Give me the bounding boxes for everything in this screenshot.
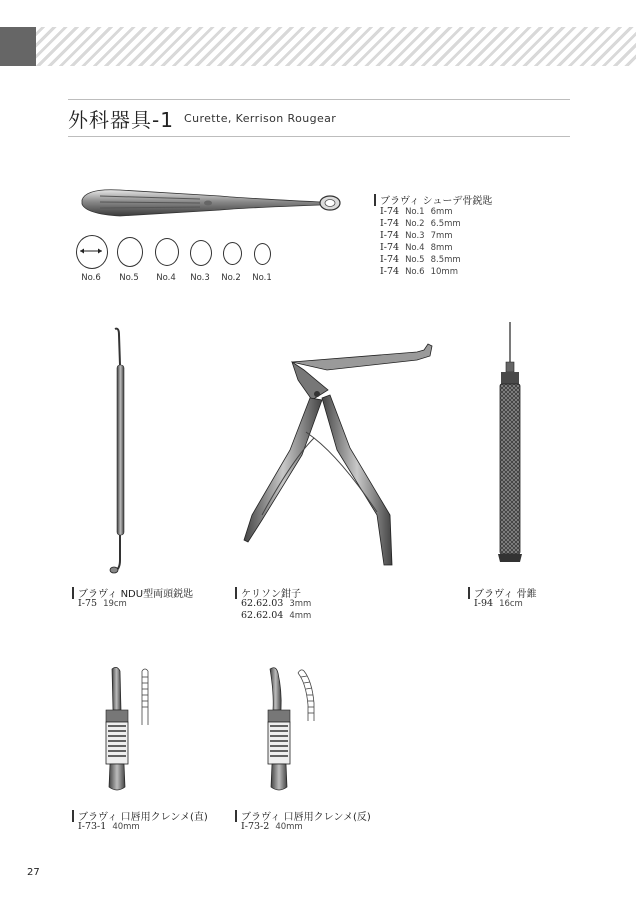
size-label: No.4 — [156, 273, 176, 283]
size-number: No.1 — [405, 207, 425, 217]
spec-row — [241, 598, 311, 609]
product-name: ブラヴィ 口唇用クレンメ(直) — [78, 812, 208, 823]
spec-row — [474, 598, 523, 609]
lip-clamp-reverse-info — [235, 808, 395, 838]
schede-curette-info — [374, 192, 554, 282]
product-code: I-75 — [78, 598, 98, 609]
label-bar — [468, 587, 470, 599]
dimension: 40mm — [275, 822, 303, 832]
kerrison-rongeur-illustration — [232, 340, 442, 575]
product-code: 62.62.04 — [241, 610, 284, 621]
header-gray-block — [0, 27, 36, 66]
ndu-curette-illustration — [105, 325, 135, 575]
dimension: 19cm — [103, 599, 127, 609]
spec-row — [241, 821, 303, 832]
dimension: 8.5mm — [430, 255, 461, 265]
label-bar — [72, 587, 74, 599]
dimension: 3mm — [289, 599, 312, 609]
spec-row — [78, 598, 127, 609]
product-code: I-74 — [380, 230, 400, 241]
spec-row — [380, 218, 461, 229]
product-code: I-74 — [380, 242, 400, 253]
size-label: No.5 — [119, 273, 139, 283]
size-ring-no3 — [190, 240, 212, 266]
ndu-curette-info — [72, 585, 232, 615]
header-stripe-band — [0, 27, 636, 66]
spec-row — [78, 821, 140, 832]
product-name: ブラヴィ 骨錐 — [474, 589, 537, 600]
spec-row — [380, 206, 453, 217]
dimension: 40mm — [112, 822, 140, 832]
size-ring-no5 — [117, 237, 143, 267]
product-code: I-73-2 — [241, 821, 270, 832]
product-code: I-94 — [474, 598, 494, 609]
product-code: I-74 — [380, 218, 400, 229]
schede-curette-illustration — [80, 182, 350, 222]
dimension: 8mm — [430, 243, 453, 253]
size-ring-no4 — [155, 238, 179, 266]
product-name: ブラヴィ 口唇用クレンメ(反) — [241, 812, 371, 823]
spec-row — [380, 230, 453, 241]
product-name: ブラヴィ NDU型両頭鋭匙 — [78, 589, 194, 600]
spec-row — [380, 266, 458, 277]
size-number: No.3 — [405, 231, 425, 241]
page-subtitle: Curette, Kerrison Rougear — [184, 112, 337, 125]
size-number: No.4 — [405, 243, 425, 253]
label-bar — [72, 810, 74, 822]
product-name: ブラヴィ シューデ骨鋭匙 — [380, 196, 493, 207]
dimension: 6.5mm — [430, 219, 461, 229]
product-code: I-74 — [380, 254, 400, 265]
page-number: 27 — [27, 867, 40, 878]
size-number: No.6 — [405, 267, 425, 277]
product-code: I-74 — [380, 266, 400, 277]
bone-awl-info — [468, 585, 588, 615]
size-label: No.2 — [221, 273, 241, 283]
title-bottom-rule — [68, 136, 570, 137]
label-bar — [235, 587, 237, 599]
dimension: 6mm — [430, 207, 453, 217]
diameter-arrow-icon — [78, 248, 104, 254]
spec-row — [380, 242, 453, 253]
size-number: No.5 — [405, 255, 425, 265]
product-code: I-74 — [380, 206, 400, 217]
size-label: No.1 — [252, 273, 272, 283]
lip-clamp-straight-illustration — [100, 665, 160, 795]
size-number: No.2 — [405, 219, 425, 229]
spec-row — [241, 610, 311, 621]
label-bar — [374, 194, 376, 206]
bone-awl-illustration — [492, 322, 528, 572]
lip-clamp-straight-info — [72, 808, 232, 838]
spec-row — [380, 254, 461, 265]
product-name: ケリソン鉗子 — [241, 589, 301, 600]
product-code: 62.62.03 — [241, 598, 284, 609]
kerrison-info — [235, 585, 385, 625]
dimension: 7mm — [430, 231, 453, 241]
title-top-rule — [68, 99, 570, 100]
size-ring-no1 — [254, 243, 271, 265]
size-label: No.3 — [190, 273, 210, 283]
lip-clamp-reverse-illustration — [262, 665, 332, 795]
size-ring-no2 — [223, 242, 242, 265]
page-title: 外科器具-1 — [68, 108, 174, 132]
product-code: I-73-1 — [78, 821, 107, 832]
dimension: 4mm — [289, 611, 312, 621]
size-label: No.6 — [81, 273, 101, 283]
label-bar — [235, 810, 237, 822]
dimension: 10mm — [430, 267, 458, 277]
dimension: 16cm — [499, 599, 523, 609]
